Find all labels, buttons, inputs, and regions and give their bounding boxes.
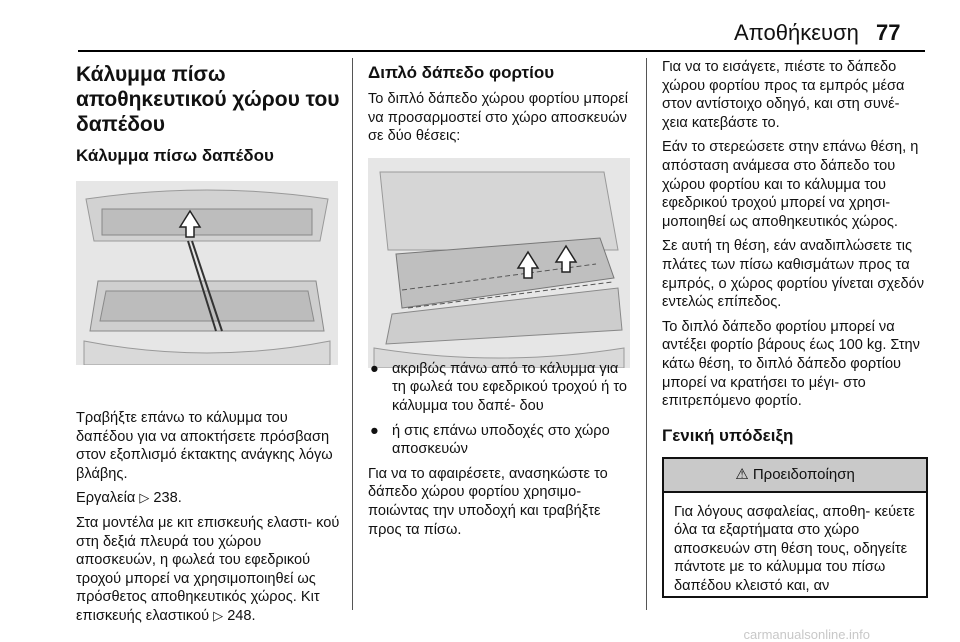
column-2 bbox=[368, 58, 632, 545]
paragraph: Το διπλό δάπεδο χώρου φορτίου μπορεί να προσαρμοστεί στο χώρο αποσκευών σε δύο θέσεις: bbox=[368, 91, 628, 145]
column-divider bbox=[646, 58, 647, 610]
column-3 bbox=[662, 58, 926, 598]
page-reference[interactable]: 238. bbox=[153, 490, 182, 507]
warning-box bbox=[662, 457, 928, 598]
warning-text: Για λόγους ασφαλείας, αποθη- κεύετε όλα τα εξαρτήματα στο χώρο αποσκευών στη θέση τους, οδηγείτε πάντοτε με το κάλυμμα του πίσω δαπέδου κλειστό και, αν bbox=[674, 503, 915, 595]
paragraph: Για να το εισάγετε, πιέστε το δάπεδο χώρου φορτίου προς τα εμπρός μέσα στον αντίστοιχο οδηγό, και στη συνέ- χεια κατεβάστε το. bbox=[662, 59, 905, 131]
header-divider bbox=[78, 50, 925, 52]
bullet-icon: ● bbox=[370, 360, 379, 377]
list-item-text: ή στις επάνω υποδοχές στο χώρο αποσκευών bbox=[392, 422, 610, 458]
paragraph bbox=[76, 514, 340, 626]
list-item bbox=[368, 360, 632, 416]
warning-title: Προειδοποίηση bbox=[752, 465, 855, 483]
warning-header bbox=[664, 459, 926, 493]
page-header bbox=[0, 0, 960, 52]
paragraph: Εάν το στερεώσετε στην επάνω θέση, η απόσταση ανάμεσα στο δάπεδο του χώρου φορτίου και το κάλυμμα του εφεδρικού τροχού μπορεί να χρησι- μοποιηθεί ως αποθηκευτικός χώρος. bbox=[662, 139, 919, 230]
column-divider bbox=[352, 58, 353, 610]
subsection-heading: Κάλυμμα πίσω δαπέδου bbox=[76, 146, 274, 165]
section-heading: Διπλό δάπεδο φορτίου bbox=[368, 63, 555, 82]
double-floor-illustration bbox=[368, 158, 630, 342]
subsection-heading: Γενική υπόδειξη bbox=[662, 425, 794, 445]
reference-triangle-icon: ▷ bbox=[139, 490, 150, 506]
paragraph-text: Στα μοντέλα με κιτ επισκευής ελαστι- κού στη δεξιά πλευρά του χώρου αποσκευών, η φωλεά του εφεδρικού τροχού μπορεί να χρησιμοποιηθεί ως πρόσθετος αποθηκευτικός χώρος. Κιτ επισκευής ελαστικού bbox=[76, 514, 340, 624]
paragraph: Για να το αφαιρέσετε, ανασηκώστε το δάπεδο χώρου φορτίου χρησιμο- ποιώντας την υποδοχή και τραβήξτε προς τα πίσω. bbox=[368, 465, 608, 538]
column-1 bbox=[76, 58, 340, 632]
section-heading: Κάλυμμα πίσω αποθηκευτικού χώρου του δαπέδου bbox=[76, 63, 340, 136]
page-reference[interactable]: 248. bbox=[227, 607, 256, 624]
warning-triangle-icon: ⚠ bbox=[735, 465, 749, 483]
page-number: 77 bbox=[876, 20, 901, 45]
paragraph bbox=[76, 489, 340, 508]
paragraph: Σε αυτή τη θέση, εάν αναδιπλώσετε τις πλάτες των πίσω καθισμάτων προς τα εμπρός, ο χώρος φορτίου γίνεται σχεδόν εντελώς επίπεδος. bbox=[662, 238, 925, 311]
watermark: carmanualsonline.info bbox=[743, 627, 870, 642]
bullet-icon: ● bbox=[370, 422, 379, 439]
floor-cover-illustration bbox=[76, 181, 338, 365]
section-title: Αποθήκευση bbox=[734, 20, 859, 45]
list-item bbox=[368, 422, 632, 459]
reference-triangle-icon: ▷ bbox=[213, 607, 224, 623]
paragraph-text: Εργαλεία bbox=[76, 490, 136, 507]
paragraph: Τραβήξτε επάνω το κάλυμμα του δαπέδου για να αποκτήσετε πρόσβαση στον εξοπλισμό έκτακτης ανάγκης λόγω βλάβης. bbox=[76, 410, 333, 482]
paragraph: Το διπλό δάπεδο φορτίου μπορεί να αντέξει φορτίο βάρους έως 100 kg. Στην κάτω θέση, το διπλό δάπεδο φορτίου μπορεί να κρατήσει το μέγι- στο επιτρεπόμενο φορτίο. bbox=[662, 318, 920, 410]
list-item-text: ακριβώς πάνω από το κάλυμμα για τη φωλεά του εφεδρικού τροχού ή το κάλυμμα του δαπέ- δου bbox=[392, 360, 627, 414]
